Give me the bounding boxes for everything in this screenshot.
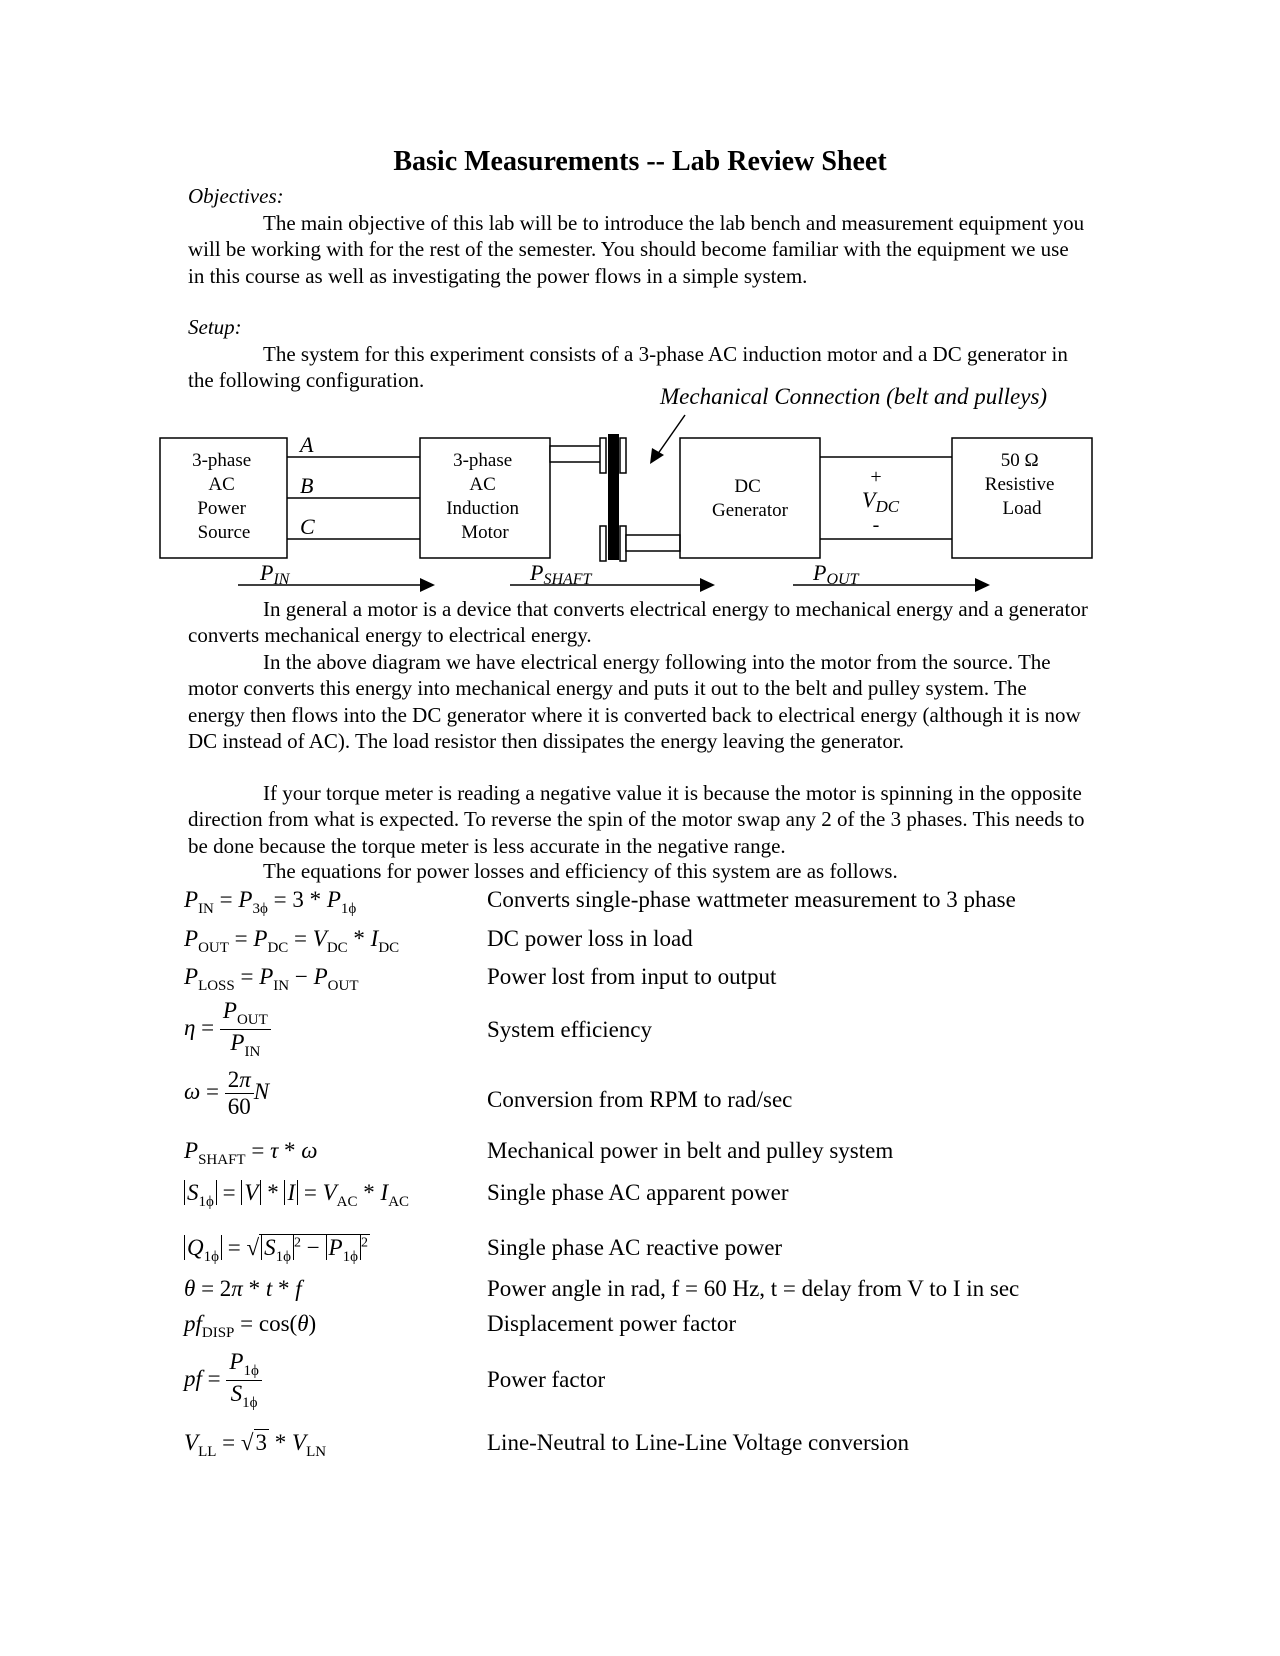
objectives-heading: Objectives:	[188, 184, 284, 208]
paragraph-equations-intro: The equations for power losses and efficiency of this system are as follows.	[263, 859, 898, 883]
vdc-minus: -	[872, 514, 880, 536]
generator-label: DC Generator	[712, 476, 788, 521]
equation-p-loss: $P_{LOSS} = P_{IN} - P_{OUT}$	[184, 964, 359, 994]
setup-heading: Setup:	[188, 315, 242, 339]
p-out-arrow-head	[975, 578, 990, 592]
equation-efficiency: η = $\frac{P_{OUT}}{P_{IN}}$	[184, 998, 271, 1061]
equation-v-ll: $V_{LL} = √3 * V_{LN}$	[184, 1430, 327, 1460]
objectives-text: The main objective of this lab will be to introduce the lab bench and measurement equipment you will be working with for the rest of the semester. You should become familiar with the equipment we use in this course as well as investigating the power flows in a simple system.	[188, 211, 1085, 288]
system-diagram	[0, 380, 1280, 595]
phase-c-label: C	[300, 514, 315, 539]
equation-p-out: $P_{OUT} = P_{DC} = V_{DC} * I_{DC}$	[184, 926, 400, 956]
mech-connection-label: Mechanical Connection (belt and pulleys)	[660, 384, 1048, 409]
equation-reactive-power: $Q_{1\phi}$ = √ $S_{1\phi}^2 - P_{1\phi}^2$	[184, 1235, 370, 1266]
vdc-label: $V_{DC}$	[862, 487, 900, 516]
equation-pf-disp: $pf_{DISP} = \cos(\theta)$	[184, 1311, 317, 1341]
equation-desc: Converts single-phase wattmeter measurement to 3 phase	[487, 887, 1016, 912]
setup-text: The system for this experiment consists of a 3-phase AC induction motor and a DC generator in the following configuration.	[188, 342, 1068, 393]
equation-apparent-power: $S_{1\phi} = V * I = V_{AC} * I_{AC}$	[184, 1180, 409, 1211]
p-in-arrow-head	[420, 578, 435, 592]
equation-omega: ω = $\frac{2\pi}{60}$ N	[184, 1067, 270, 1119]
equation-desc: Power factor	[487, 1367, 606, 1392]
generator-shaft	[626, 535, 680, 551]
p-shaft-arrow-head	[700, 578, 715, 592]
vdc-plus: +	[870, 466, 882, 488]
paragraph-energy-flow: In the above diagram we have electrical energy following into the motor from the source. The motor converts this energy into mechanical energy and puts it out to the belt and pulley system. The energy then flows into the DC generator where it is converted back to electrical energy (although it is now DC instead of AC). The load resistor then dissipates the energy leaving the generator.	[188, 650, 1081, 753]
equation-desc: Power lost from input to output	[487, 964, 777, 989]
equation-theta: θ = 2π * t * f	[184, 1276, 302, 1301]
equation-desc: Mechanical power in belt and pulley system	[487, 1138, 894, 1163]
motor-pulley-flange-left	[600, 438, 606, 473]
p-in-label: PIN	[260, 560, 290, 588]
equation-desc: System efficiency	[487, 1017, 652, 1042]
equation-p-in: $P_{IN} = P_{3\phi} = 3 * P_{1\phi}$	[184, 887, 357, 917]
equation-desc: DC power loss in load	[487, 926, 693, 951]
equation-pf: pf = $\frac{P_{1\phi}}{S_{1\phi}}$	[184, 1349, 262, 1412]
generator-box	[680, 438, 820, 558]
phase-a-label: A	[300, 432, 314, 457]
equation-desc: Conversion from RPM to rad/sec	[487, 1087, 793, 1112]
load-label: 50 Ω Resistive Load	[984, 450, 1055, 519]
equation-desc: Line-Neutral to Line-Line Voltage conversion	[487, 1430, 909, 1455]
p-shaft-label: PSHAFT	[530, 560, 592, 588]
equation-desc: Single phase AC apparent power	[487, 1180, 789, 1205]
equation-desc: Power angle in rad, f = 60 Hz, t = delay from V to I in sec	[487, 1276, 1020, 1301]
mech-arrow-head	[650, 448, 664, 464]
gen-pulley-flange-right	[620, 526, 626, 561]
page-title: Basic Measurements -- Lab Review Sheet	[393, 146, 887, 177]
paragraph-motor-definition: In general a motor is a device that converts electrical energy to mechanical energy and a generator converts mechanical energy to electrical energy.	[188, 597, 1088, 648]
equation-desc: Displacement power factor	[487, 1311, 737, 1336]
paragraph-torque-meter: If your torque meter is reading a negative value it is because the motor is spinning in the opposite direction from what is expected. To reverse the spin of the motor swap any 2 of the 3 phases. This needs to be done because the torque meter is less accurate in the negative range.	[188, 781, 1085, 858]
motor-shaft	[550, 446, 602, 462]
p-out-label: POUT	[813, 560, 859, 588]
gen-pulley-flange-left	[600, 526, 606, 561]
equation-desc: Single phase AC reactive power	[487, 1235, 783, 1260]
equation-p-shaft: $P_{SHAFT} = \tau * \omega$	[184, 1138, 318, 1168]
power-source-label: 3-phase AC Power Source	[192, 450, 252, 543]
drive-belt	[608, 434, 619, 560]
motor-label: 3-phase AC Induction Motor	[446, 450, 520, 543]
motor-pulley-flange-right	[620, 438, 626, 473]
phase-b-label: B	[300, 473, 314, 498]
